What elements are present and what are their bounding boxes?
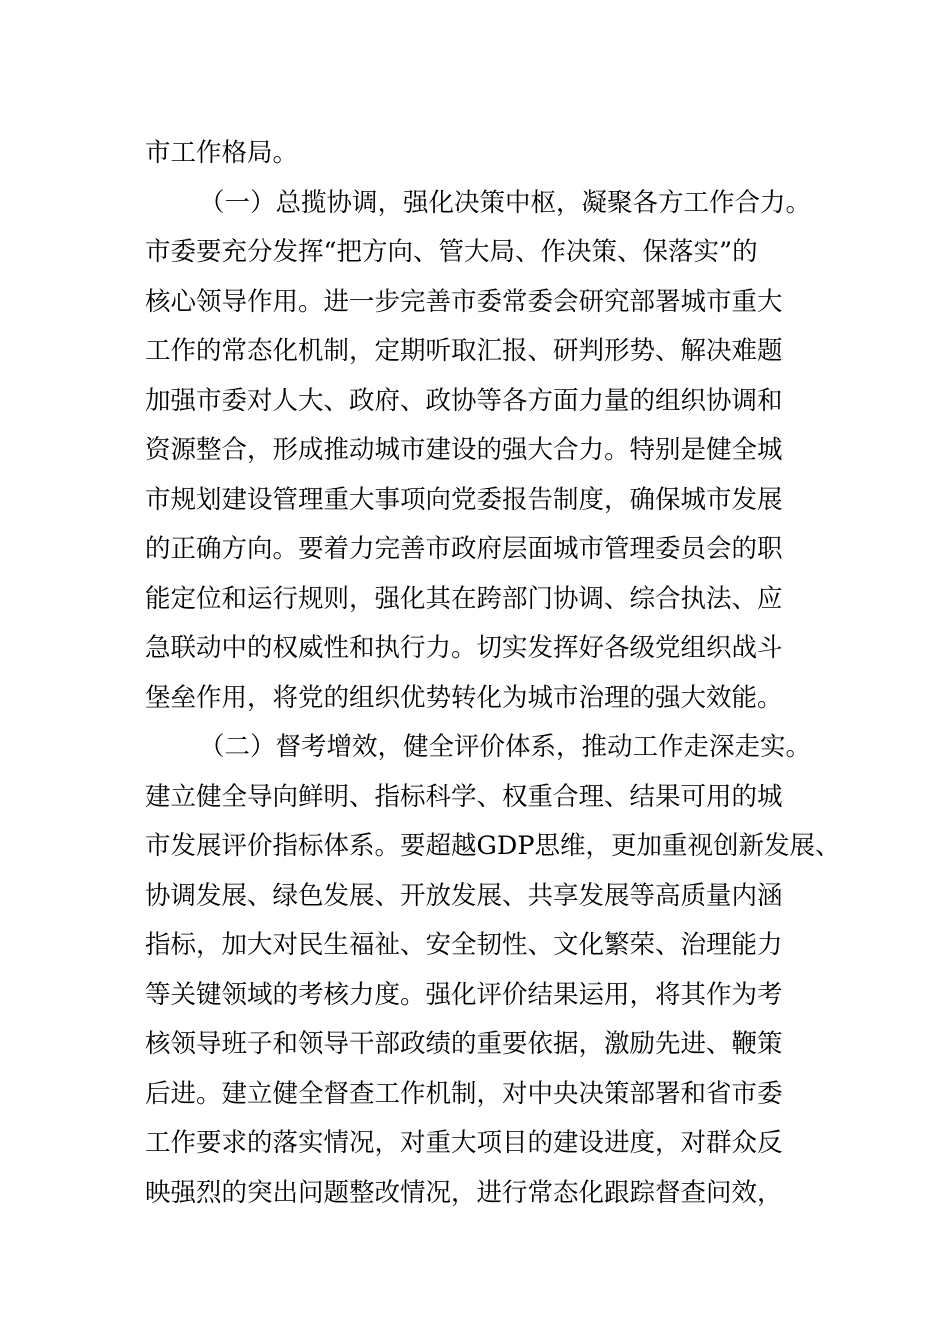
text-line-21: 工作要求的落实情况，对重大项目的建设进度，对群众反 <box>145 1128 783 1158</box>
text-line-4: 核心领导作用。进一步完善市委常委会研究部署城市重大 <box>145 287 783 317</box>
section-heading-2: （二）督考增效，健全评价体系，推动工作走深走实。 <box>199 732 812 762</box>
text-line-7: 资源整合，形成推动城市建设的强大合力。特别是健全城 <box>145 435 783 465</box>
text-line-5: 工作的常态化机制，定期听取汇报、研判形势、解决难题 <box>145 336 783 366</box>
text-line-14: 建立健全导向鲜明、指标科学、权重合理、结果可用的城 <box>145 782 783 812</box>
text-line-11: 急联动中的权威性和执行力。切实发挥好各级党组织战斗 <box>145 633 783 663</box>
text-line-22: 映强烈的突出问题整改情况，进行常态化跟踪督查问效， <box>145 1178 783 1208</box>
text-line-8: 市规划建设管理重大事项向党委报告制度，确保城市发展 <box>145 485 783 515</box>
text-line-18: 等关键领域的考核力度。强化评价结果运用，将其作为考 <box>145 980 783 1010</box>
text-line-20: 后进。建立健全督查工作机制，对中央决策部署和省市委 <box>145 1079 783 1109</box>
text-line-17: 指标，加大对民生福祉、安全韧性、文化繁荣、治理能力 <box>145 930 783 960</box>
text-line-15: 市发展评价指标体系。要超越GDP思维，更加重视创新发展、 <box>145 831 841 861</box>
text-line-12: 堡垒作用，将党的组织优势转化为城市治理的强大效能。 <box>145 683 783 713</box>
section-heading-1: （一）总揽协调，强化决策中枢，凝聚各方工作合力。 <box>199 188 812 218</box>
text-line-9: 的正确方向。要着力完善市政府层面城市管理委员会的职 <box>145 534 783 564</box>
text-line-19: 核领导班子和领导干部政绩的重要依据，激励先进、鞭策 <box>145 1029 783 1059</box>
text-line-1: 市工作格局。 <box>145 138 299 168</box>
text-line-6: 加强市委对人大、政府、政协等各方面力量的组织协调和 <box>145 386 783 416</box>
text-line-16: 协调发展、绿色发展、开放发展、共享发展等高质量内涵 <box>145 881 783 911</box>
text-line-10: 能定位和运行规则，强化其在跨部门协调、综合执法、应 <box>145 584 783 614</box>
text-line-3: 市委要充分发挥“把方向、管大局、作决策、保落实”的 <box>145 237 758 267</box>
